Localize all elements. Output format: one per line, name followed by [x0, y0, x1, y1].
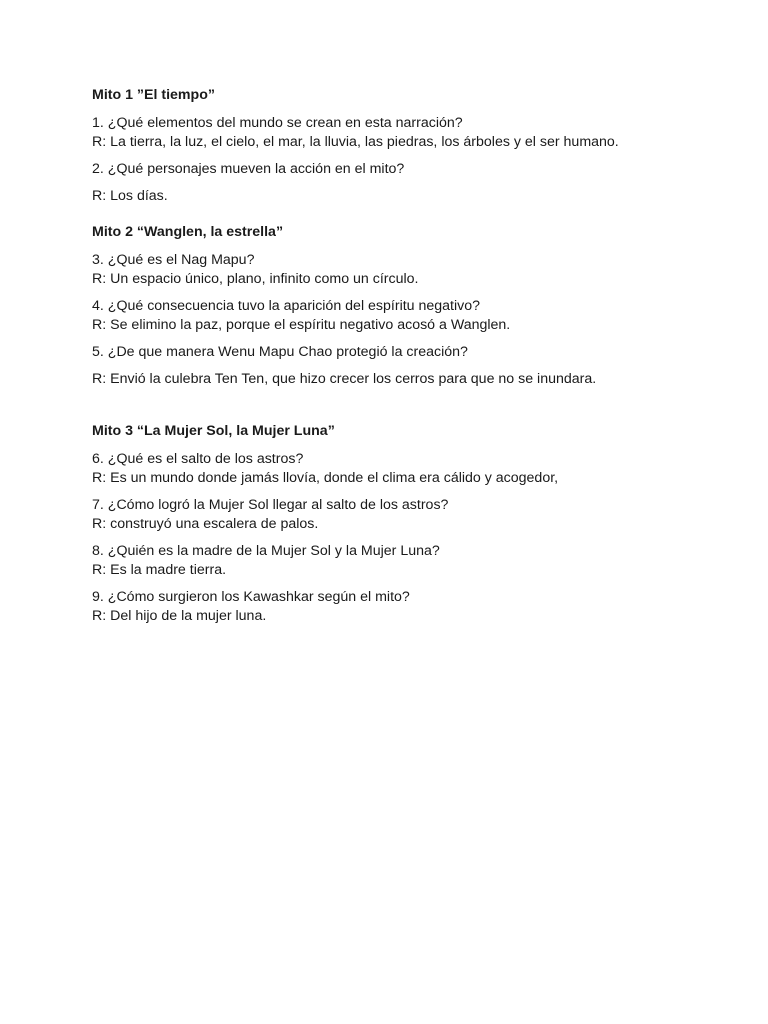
section-heading-mito-1: Mito 1 ”El tiempo” — [92, 87, 215, 103]
question-2: 2. ¿Qué personajes mueven la acción en el mito? — [92, 161, 405, 177]
answer-3: R: Un espacio único, plano, infinito como un círculo. — [92, 271, 419, 287]
qa-item-5 — [92, 343, 732, 389]
document-page — [92, 86, 732, 626]
qa-item-9 — [92, 588, 732, 626]
section-heading-mito-2: Mito 2 “Wanglen, la estrella” — [92, 224, 284, 240]
answer-1: R: La tierra, la luz, el cielo, el mar, la lluvia, las piedras, los árboles y el ser humano. — [92, 134, 619, 150]
answer-4: R: Se elimino la paz, porque el espíritu negativo acosó a Wanglen. — [92, 317, 511, 333]
qa-item-7 — [92, 496, 732, 534]
qa-item-2 — [92, 160, 732, 206]
answer-5: R: Envió la culebra Ten Ten, que hizo crecer los cerros para que no se inundara. — [92, 371, 597, 387]
qa-item-3 — [92, 251, 732, 289]
qa-item-4 — [92, 297, 732, 335]
qa-item-1 — [92, 114, 732, 152]
section-heading-mito-3: Mito 3 “La Mujer Sol, la Mujer Luna” — [92, 423, 335, 439]
answer-2: R: Los días. — [92, 188, 168, 204]
question-9: 9. ¿Cómo surgieron los Kawashkar según el mito? — [92, 589, 410, 605]
question-8: 8. ¿Quién es la madre de la Mujer Sol y la Mujer Luna? — [92, 543, 440, 559]
answer-8: R: Es la madre tierra. — [92, 562, 227, 578]
question-4: 4. ¿Qué consecuencia tuvo la aparición del espíritu negativo? — [92, 298, 481, 314]
question-7: 7. ¿Cómo logró la Mujer Sol llegar al salto de los astros? — [92, 497, 449, 513]
answer-6: R: Es un mundo donde jamás llovía, donde el clima era cálido y acogedor, — [92, 470, 559, 486]
question-5: 5. ¿De que manera Wenu Mapu Chao protegió la creación? — [92, 344, 468, 360]
question-1: 1. ¿Qué elementos del mundo se crean en esta narración? — [92, 115, 463, 131]
answer-7: R: construyó una escalera de palos. — [92, 516, 319, 532]
question-6: 6. ¿Qué es el salto de los astros? — [92, 451, 304, 467]
question-3: 3. ¿Qué es el Nag Mapu? — [92, 252, 255, 268]
answer-9: R: Del hijo de la mujer luna. — [92, 608, 267, 624]
qa-item-6 — [92, 450, 732, 488]
qa-item-8 — [92, 542, 732, 580]
